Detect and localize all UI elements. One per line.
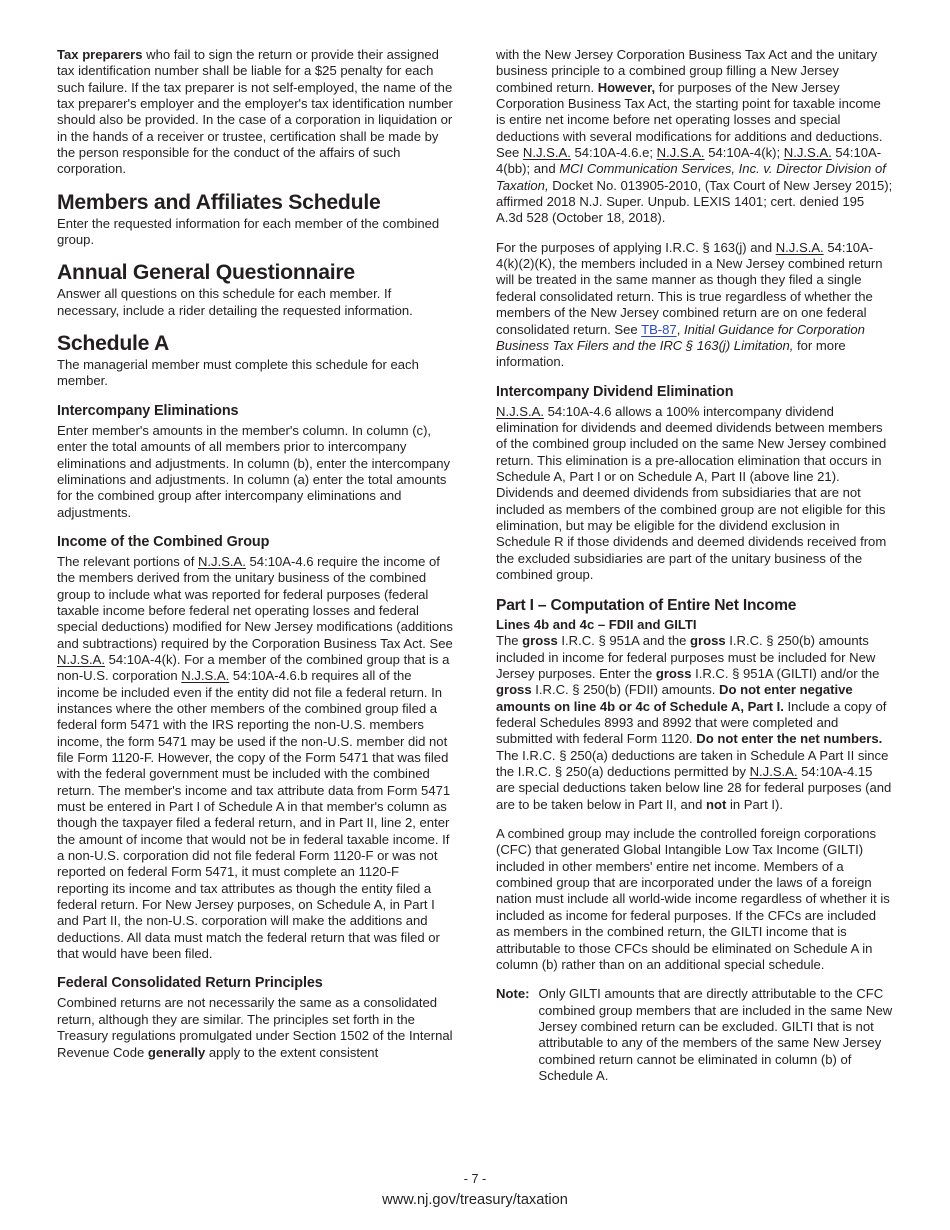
tb-87-title: Initial Guidance for Corporation Business Tax Filers and the IRC § 163(j) Limitation, <box>496 321 865 353</box>
tax-preparers-paragraph <box>57 47 454 178</box>
icg-seg4: 54:10A-4.6.b requires all of the income be included even if the entity did not file a federal return. In instances where the other members of the combined group filed a federal form 5471 with the IRS reporting the non-U.S. members income, the form 5471 may be used if the non-U.S. member did not file Form 1120-F. However, the copy of the Form 5471 that was filed with the federal government must be included with the combined return. The member's income and tax attribute data from Form 5471 must be entered in Part I of Schedule A in that member's column as though the taxpayer filed a federal return, and in Part II, line 2, enter the amount of income that would not be in federal taxable income. If a non-U.S. corporation did not file federal Form 1120-F or was not reported on federal Form 5471, it must complete an 1120-F reporting its income and tax attributes as though the entity filed a federal return. For New Jersey purposes, on Schedule A, in Part I and Part II, the non-U.S. corporation will make the additions and deductions. All data must match the federal return that was filed or that would have been filed. <box>57 668 451 962</box>
njsa-citation: N.J.S.A. <box>783 145 832 161</box>
heading-annual-general-questionnaire: Annual General Questionnaire <box>57 261 355 285</box>
icg-seg1: The relevant portions of <box>57 553 198 569</box>
intercompany-eliminations-body: Enter member's amounts in the member's column. In column (c), enter the total amounts of all members prior to intercompany eliminations and adjustments. In column (b), enter the intercompany eliminations and adjustments. In column (a) enter the total amounts for the combined group after intercompany eliminations and adjustments. <box>57 422 451 520</box>
p1-bold-gross: gross <box>690 633 726 649</box>
left-column <box>57 47 454 1159</box>
njsa-citation: N.J.S.A. <box>496 403 544 419</box>
two-column-layout <box>57 47 893 1159</box>
irc-seg1: For the purposes of applying I.R.C. § 163(j) and <box>496 239 776 255</box>
p1-bold-not: not <box>705 796 727 812</box>
p1-seg9: in Part I). <box>726 796 783 812</box>
heading-intercompany-eliminations: Intercompany Eliminations <box>57 402 239 419</box>
cfc-paragraph: A combined group may include the controlled foreign corporations (CFC) that generated Global Intangible Low Tax Income (GILTI) included in other members' entire net income. Members of a combined group that are incorporated under the laws of a foreign nation must include all world-wide income regardless of whether it is included as income for federal purposes. If the CFCs are included as members in the combined return, the GILTI income that is attributable to those CFCs should be eliminated on Schedule A in column (b) rather than on an additional special schedule. <box>496 826 890 972</box>
continued-paragraph <box>496 47 893 227</box>
tax-preparers-lead: Tax preparers <box>57 47 143 62</box>
p1-seg5: I.R.C. § 250(b) (FDII) amounts. <box>531 682 720 698</box>
p1-bold-gross: gross <box>655 666 692 681</box>
irc-163j-paragraph <box>496 240 893 371</box>
income-combined-group-body <box>57 554 454 963</box>
heading-schedule-a: Schedule A <box>57 332 170 356</box>
members-affiliates-body: Enter the requested information for each member of the combined group. <box>57 215 440 248</box>
p1-warning-no-net-numbers: Do not enter the net numbers. <box>696 731 883 747</box>
case-citation-mci: MCI Communication Services, Inc. v. Director Division of Taxation, <box>496 161 886 193</box>
annual-questionnaire-body: Answer all questions on this schedule for each member. If necessary, include a rider detailing the requested information. <box>57 286 413 318</box>
njsa-citation: N.J.S.A. <box>749 764 798 780</box>
fcr-seg1: Combined returns are not necessarily the same as a consolidated return, although they are similar. The principles set forth in the Treasury regulations promulgated under Section 1502 of the Internal Revenue Code <box>57 995 453 1060</box>
heading-federal-consolidated-return-principles: Federal Consolidated Return Principles <box>57 975 323 992</box>
fcr-bold-generally: generally <box>147 1044 206 1060</box>
njsa-citation: N.J.S.A. <box>522 145 571 161</box>
njsa-citation: N.J.S.A. <box>775 239 824 255</box>
p1-bold-gross: gross <box>496 682 532 698</box>
cont-seg5: 54:10A-4(bb); and <box>496 145 882 177</box>
tax-preparers-body: who fail to sign the return or provide their assigned tax identification number shall be liable for a $25 penalty for each such failure. If the tax preparer is not self-employed, the name of the tax preparer's employer and the employer's tax identification number should also be provided. In the case of a corporation in liquidation or in the hands of a receiver or trustee, certification shall be made by the person responsible for the conduct of the affairs of such corporation. <box>57 47 453 177</box>
p1-seg6: Include a copy of federal Schedules 8993 and 8992 that were completed and submitted with federal Form 1120. <box>496 698 887 747</box>
cont-seg1: with the New Jersey Corporation Business Tax Act and the unitary business principle to a combined group filling a New Jersey combined return. <box>496 47 878 95</box>
cont-seg6: Docket No. 013905-2010, (Tax Court of New Jersey 2015); affirmed 2018 N.J. Super. Unpub. LEXIS 1401; cert. denied 195 A.3d 528 (October 18, 2018). <box>496 177 893 226</box>
heading-part-one-computation-of-entire-net-income: Part I – Computation of Entire Net Income <box>496 597 797 615</box>
njsa-citation: N.J.S.A. <box>656 145 705 161</box>
p1-seg3: I.R.C. § 250(b) amounts included in income for federal purposes must be included for New Jersey purposes. Enter the <box>496 633 876 681</box>
note-block <box>496 986 893 1084</box>
intercompany-dividend-body <box>496 404 893 584</box>
njsa-citation: N.J.S.A. <box>57 651 105 667</box>
cont-seg4: 54:10A-4(k); <box>704 145 784 161</box>
njsa-citation: N.J.S.A. <box>197 553 246 569</box>
irc-seg3: , <box>676 321 684 337</box>
page-number: - 7 - <box>463 1172 487 1186</box>
heading-income-of-the-combined-group: Income of the Combined Group <box>57 533 270 550</box>
note-body: Only GILTI amounts that are directly attributable to the CFC combined group members that are included in the same New Jersey combined return can be excluded. GILTI that is not attributable to any of the members of the same New Jersey combined return cannot be eliminated in column (b) of Schedule A. <box>538 986 893 1083</box>
schedule-a-body: The managerial member must complete this schedule for each member. <box>57 357 419 389</box>
idiv-seg1: 54:10A-4.6 allows a 100% intercompany dividend elimination for dividends and deemed dividends between members of the combined group included on the same New Jersey combined return. This elimination is a pre-allocation elimination that occurs in Schedule A, Part I or on Schedule A, Part II (above line 21). Dividends and deemed dividends from subsidiaries that are not included as members of the combined group are not eligible for this elimination, but may be eligible for the dividend exclusion in Schedule R if those dividends and deemed dividends received from the excluded subsidiaries are part of the unitary business of the combined group. <box>496 403 887 582</box>
cont-seg3: 54:10A-4.6.e; <box>570 145 657 161</box>
note-label: Note: <box>496 986 530 1002</box>
p1-seg7: The I.R.C. § 250(a) deductions are taken in Schedule A Part II since the I.R.C. § 250(a) deductions permitted by <box>496 747 889 780</box>
right-column <box>496 47 893 1159</box>
p1-seg4: I.R.C. § 951A (GILTI) and/or the <box>691 666 880 681</box>
p1-bold-gross: gross <box>522 633 558 649</box>
icg-seg3: 54:10A-4(k). For a member of the combined group that is a non-U.S. corporation <box>57 651 450 684</box>
icg-seg2: 54:10A-4.6 require the income of the members derived from the unitary business of the combined group to include what was reported for federal purposes (federal taxable income before federal net operating losses and federal special deductions) modified for New Jersey modifications (additions and subtractions) required by the Corporation Business Tax Act. See <box>57 553 453 651</box>
heading-members-and-affiliates-schedule: Members and Affiliates Schedule <box>57 190 381 214</box>
irc-seg4: for more information. <box>496 337 846 370</box>
irc-seg2: 54:10A-4(k)(2)(K), the members included in a New Jersey combined return will be treated in the same manner as though they filed a single federal consolidated return. This is true regardless of whether the members of the New Jersey combined return are on one federal consolidated return. See <box>496 239 883 337</box>
part-one-body <box>496 633 893 813</box>
p1-seg2: I.R.C. § 951A and the <box>557 633 691 649</box>
p1-warning-no-negative-amounts: Do not enter negative amounts on line 4b or 4c of Schedule A, Part I. <box>496 682 853 714</box>
heading-lines-4b-4c: Lines 4b and 4c – FDII and GILTI <box>496 617 697 633</box>
cont-seg2: for purposes of the New Jersey Corporation Business Tax Act, the starting point for taxable income is entire net income before net operating losses and special deductions with several modifications for additions and deductions. See <box>496 79 883 161</box>
footer-site-url: www.nj.gov/treasury/taxation <box>382 1192 568 1208</box>
heading-intercompany-dividend-elimination: Intercompany Dividend Elimination <box>496 383 734 400</box>
njsa-citation: N.J.S.A. <box>181 668 230 684</box>
p1-seg1: The <box>496 633 523 649</box>
federal-consolidated-body <box>57 995 454 1060</box>
tb-87-link[interactable]: TB-87 <box>641 321 677 337</box>
cont-bold-however: However, <box>597 79 656 95</box>
fcr-seg2: apply to the extent consistent <box>205 1044 379 1060</box>
p1-seg8: 54:10A-4.15 are special deductions taken below line 28 for federal purposes (and are to be taken below in Part II, and <box>496 764 892 812</box>
